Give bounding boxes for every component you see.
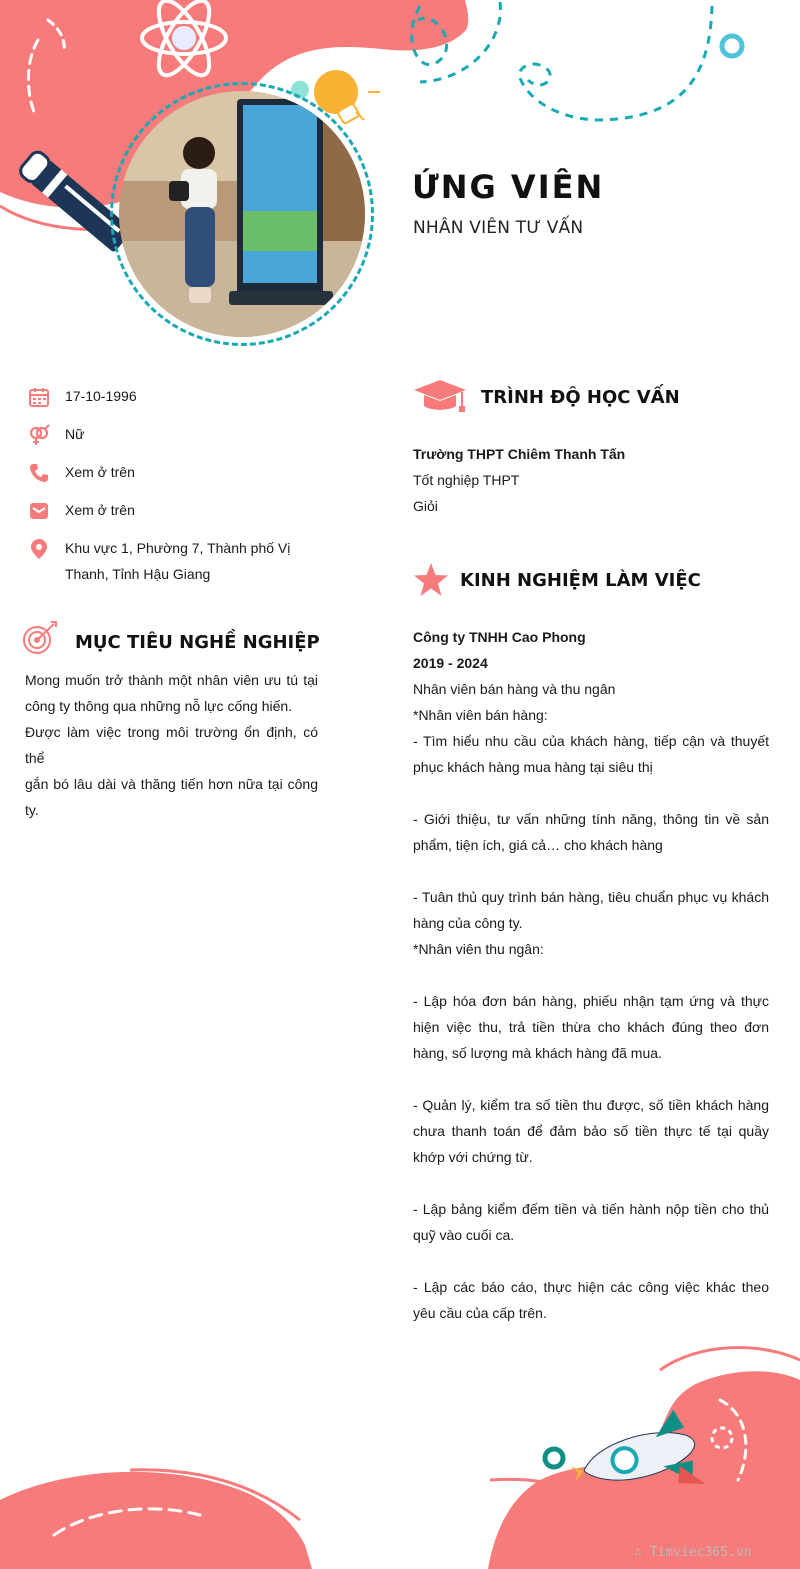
info-phone: [28, 462, 135, 485]
star-icon: [412, 562, 450, 598]
address-text: [65, 535, 290, 587]
phone-text: Xem ở trên: [65, 464, 135, 480]
circle-icon: [545, 1449, 563, 1467]
email-text: Xem ở trên: [65, 502, 135, 518]
profile-photo: [119, 91, 365, 337]
location-pin-icon: [28, 538, 50, 560]
experience-item: - Lập hóa đơn bán hàng, phiếu nhận tạm ứng và thực hiện việc thu, trả tiền thừa cho khách đúng theo đơn hàng, số lượng mà khách hàng đã mua.: [413, 993, 769, 1061]
experience-item: - Lập các báo cáo, thực hiện các công việc khác theo yêu cầu của cấp trên.: [413, 1279, 769, 1321]
info-dob: [28, 386, 137, 409]
objective-line: Được làm việc trong môi trường ổn định, có thể: [25, 724, 318, 766]
candidate-position: NHÂN VIÊN TƯ VẤN: [413, 218, 584, 238]
experience-company: Công ty TNHH Cao Phong: [413, 629, 586, 645]
email-icon: [28, 500, 50, 522]
experience-cashier-heading: *Nhân viên thu ngân:: [413, 941, 544, 957]
target-icon: [22, 620, 60, 656]
experience-item: - Tìm hiểu nhu cầu của khách hàng, tiếp cận và thuyết phục khách hàng mua hàng tại siêu thị: [413, 733, 769, 775]
objective-title: MỤC TIÊU NGHỀ NGHIỆP: [75, 632, 320, 653]
objective-text: [25, 667, 318, 823]
education-content: [413, 441, 773, 519]
education-school: Trường THPT Chiêm Thanh Tấn: [413, 446, 626, 462]
address-line-1: Khu vực 1, Phường 7, Thành phố Vị: [65, 540, 291, 556]
experience-content: [413, 624, 769, 1326]
bottom-decoration: [0, 1330, 800, 1569]
experience-period: 2019 - 2024: [413, 655, 488, 671]
info-email: [28, 500, 135, 523]
experience-item: - Giới thiệu, tư vấn những tính năng, thông tin về sản phẩm, tiện ích, giá cả… cho khách hàng: [413, 811, 769, 853]
calendar-icon: [28, 386, 50, 408]
objective-line: gắn bó lâu dài và thăng tiến hơn nữa tại công: [25, 776, 318, 792]
graduation-cap-icon: [412, 378, 468, 414]
experience-role: Nhân viên bán hàng và thu ngân: [413, 681, 616, 697]
experience-item: - Tuân thủ quy trình bán hàng, tiêu chuẩn phục vụ khách hàng của công ty.: [413, 889, 769, 931]
experience-title: KINH NGHIỆM LÀM VIỆC: [460, 570, 701, 591]
watermark: ∴ Timviec365.vn: [634, 1545, 752, 1560]
objective-line: ty.: [25, 802, 39, 818]
gender-text: Nữ: [65, 426, 85, 442]
phone-icon: [28, 462, 50, 484]
education-title: TRÌNH ĐỘ HỌC VẤN: [481, 387, 680, 408]
info-address: [28, 538, 290, 587]
dob-text: 17-10-1996: [65, 388, 137, 404]
gender-icon: [28, 424, 50, 446]
objective-line: công ty thông qua những nỗ lực cống hiến.: [25, 698, 293, 714]
info-gender: [28, 424, 84, 447]
education-grade: Giỏi: [413, 498, 438, 514]
profile-photo-frame: [110, 82, 374, 346]
candidate-name: ỨNG VIÊN: [412, 168, 605, 206]
address-line-2: Thanh, Tỉnh Hậu Giang: [65, 566, 211, 582]
experience-item: - Quản lý, kiểm tra số tiền thu được, số tiền khách hàng chưa thanh toán để đảm bảo số tiền thực tế tại quầy khớp với chứng từ.: [413, 1097, 769, 1165]
experience-sales-heading: *Nhân viên bán hàng:: [413, 707, 548, 723]
experience-item: - Lập bảng kiểm đếm tiền và tiến hành nộp tiền cho thủ quỹ vào cuối ca.: [413, 1201, 769, 1243]
circle-icon: [722, 36, 742, 56]
education-degree: Tốt nghiệp THPT: [413, 472, 520, 488]
objective-line: Mong muốn trở thành một nhân viên ưu tú tại: [25, 672, 318, 688]
